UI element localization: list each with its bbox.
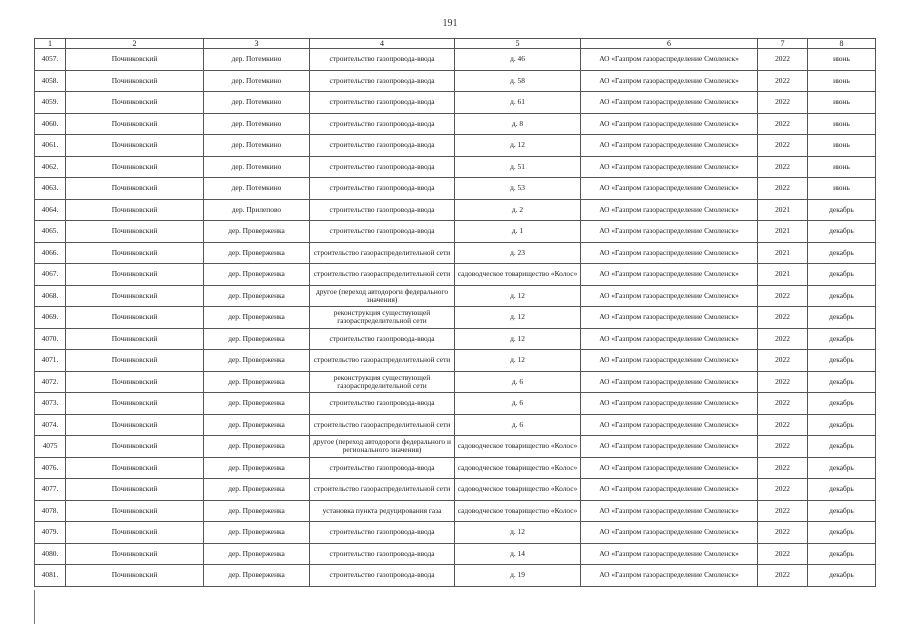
organization-cell: АО «Газпром газораспределение Смоленск» bbox=[581, 70, 758, 92]
year-cell: 2022 bbox=[758, 371, 808, 393]
month-cell: декабрь bbox=[808, 457, 876, 479]
row-number-cell: 4071. bbox=[35, 350, 66, 372]
month-cell: декабрь bbox=[808, 414, 876, 436]
table-row bbox=[35, 307, 876, 329]
district-cell: Починковский bbox=[66, 543, 204, 565]
work-type-cell: другое (переход автодороги федерального значения) bbox=[310, 285, 455, 307]
table-row bbox=[35, 221, 876, 243]
month-cell: декабрь bbox=[808, 307, 876, 329]
organization-cell: АО «Газпром газораспределение Смоленск» bbox=[581, 393, 758, 415]
settlement-cell: дер. Проверженка bbox=[204, 264, 310, 286]
work-type-cell: установка пункта редуцирования газа bbox=[310, 500, 455, 522]
table-row bbox=[35, 135, 876, 157]
year-cell: 2022 bbox=[758, 135, 808, 157]
district-cell: Починковский bbox=[66, 156, 204, 178]
column-header-4: 4 bbox=[310, 39, 455, 49]
year-cell: 2022 bbox=[758, 285, 808, 307]
district-cell: Починковский bbox=[66, 371, 204, 393]
organization-cell: АО «Газпром газораспределение Смоленск» bbox=[581, 242, 758, 264]
row-number-cell: 4061. bbox=[35, 135, 66, 157]
row-number-cell: 4067. bbox=[35, 264, 66, 286]
address-cell: садоводческое товарищество «Колос» bbox=[455, 500, 581, 522]
year-cell: 2022 bbox=[758, 350, 808, 372]
row-number-cell: 4058. bbox=[35, 70, 66, 92]
table-row bbox=[35, 92, 876, 114]
settlement-cell: дер. Потемкино bbox=[204, 178, 310, 200]
table-row bbox=[35, 156, 876, 178]
table-row bbox=[35, 49, 876, 71]
year-cell: 2022 bbox=[758, 522, 808, 544]
district-cell: Починковский bbox=[66, 436, 204, 458]
row-number-cell: 4063. bbox=[35, 178, 66, 200]
district-cell: Починковский bbox=[66, 522, 204, 544]
year-cell: 2022 bbox=[758, 49, 808, 71]
scan-edge-line bbox=[34, 590, 35, 624]
year-cell: 2021 bbox=[758, 199, 808, 221]
month-cell: декабрь bbox=[808, 350, 876, 372]
work-type-cell: строительство газораспределительной сети bbox=[310, 479, 455, 501]
month-cell: декабрь bbox=[808, 371, 876, 393]
settlement-cell: дер. Проверженка bbox=[204, 221, 310, 243]
district-cell: Починковский bbox=[66, 199, 204, 221]
table-row bbox=[35, 285, 876, 307]
settlement-cell: дер. Потемкино bbox=[204, 49, 310, 71]
row-number-cell: 4080. bbox=[35, 543, 66, 565]
district-cell: Починковский bbox=[66, 70, 204, 92]
table-row bbox=[35, 500, 876, 522]
table-row bbox=[35, 543, 876, 565]
month-cell: июнь bbox=[808, 92, 876, 114]
organization-cell: АО «Газпром газораспределение Смоленск» bbox=[581, 113, 758, 135]
row-number-cell: 4072. bbox=[35, 371, 66, 393]
year-cell: 2021 bbox=[758, 242, 808, 264]
column-header-3: 3 bbox=[204, 39, 310, 49]
table-row bbox=[35, 350, 876, 372]
district-cell: Починковский bbox=[66, 49, 204, 71]
year-cell: 2022 bbox=[758, 436, 808, 458]
row-number-cell: 4068. bbox=[35, 285, 66, 307]
column-header-1: 1 bbox=[35, 39, 66, 49]
month-cell: декабрь bbox=[808, 242, 876, 264]
address-cell: д. 6 bbox=[455, 371, 581, 393]
document-table bbox=[34, 38, 876, 587]
district-cell: Починковский bbox=[66, 178, 204, 200]
work-type-cell: другое (переход автодороги федерального и регионального значения) bbox=[310, 436, 455, 458]
work-type-cell: строительство газопровода-ввода bbox=[310, 522, 455, 544]
table-row bbox=[35, 178, 876, 200]
organization-cell: АО «Газпром газораспределение Смоленск» bbox=[581, 328, 758, 350]
work-type-cell: строительство газопровода-ввода bbox=[310, 49, 455, 71]
settlement-cell: дер. Проверженка bbox=[204, 479, 310, 501]
work-type-cell: строительство газопровода-ввода bbox=[310, 221, 455, 243]
month-cell: июнь bbox=[808, 70, 876, 92]
settlement-cell: дер. Проверженка bbox=[204, 414, 310, 436]
address-cell: д. 6 bbox=[455, 414, 581, 436]
year-cell: 2022 bbox=[758, 113, 808, 135]
address-cell: д. 12 bbox=[455, 135, 581, 157]
row-number-cell: 4075 bbox=[35, 436, 66, 458]
work-type-cell: строительство газопровода-ввода bbox=[310, 457, 455, 479]
column-header-2: 2 bbox=[66, 39, 204, 49]
district-cell: Починковский bbox=[66, 135, 204, 157]
table-body bbox=[35, 49, 876, 587]
table-row bbox=[35, 522, 876, 544]
organization-cell: АО «Газпром газораспределение Смоленск» bbox=[581, 92, 758, 114]
row-number-cell: 4079. bbox=[35, 522, 66, 544]
organization-cell: АО «Газпром газораспределение Смоленск» bbox=[581, 178, 758, 200]
work-type-cell: строительство газопровода-ввода bbox=[310, 135, 455, 157]
page-number: 191 bbox=[442, 18, 458, 29]
month-cell: декабрь bbox=[808, 221, 876, 243]
table-row bbox=[35, 242, 876, 264]
address-cell: д. 12 bbox=[455, 328, 581, 350]
month-cell: декабрь bbox=[808, 436, 876, 458]
address-cell: д. 51 bbox=[455, 156, 581, 178]
organization-cell: АО «Газпром газораспределение Смоленск» bbox=[581, 371, 758, 393]
row-number-cell: 4081. bbox=[35, 565, 66, 587]
year-cell: 2022 bbox=[758, 479, 808, 501]
address-cell: д. 58 bbox=[455, 70, 581, 92]
district-cell: Починковский bbox=[66, 285, 204, 307]
year-cell: 2022 bbox=[758, 178, 808, 200]
address-cell: д. 1 bbox=[455, 221, 581, 243]
work-type-cell: строительство газопровода-ввода bbox=[310, 92, 455, 114]
address-cell: д. 8 bbox=[455, 113, 581, 135]
column-header-8: 8 bbox=[808, 39, 876, 49]
row-number-cell: 4070. bbox=[35, 328, 66, 350]
row-number-cell: 4062. bbox=[35, 156, 66, 178]
month-cell: декабрь bbox=[808, 199, 876, 221]
settlement-cell: дер. Проверженка bbox=[204, 350, 310, 372]
table-row bbox=[35, 113, 876, 135]
column-header-7: 7 bbox=[758, 39, 808, 49]
work-type-cell: строительство газопровода-ввода bbox=[310, 113, 455, 135]
table-row bbox=[35, 457, 876, 479]
year-cell: 2022 bbox=[758, 70, 808, 92]
organization-cell: АО «Газпром газораспределение Смоленск» bbox=[581, 307, 758, 329]
row-number-cell: 4077. bbox=[35, 479, 66, 501]
settlement-cell: дер. Проверженка bbox=[204, 307, 310, 329]
row-number-cell: 4059. bbox=[35, 92, 66, 114]
settlement-cell: дер. Проверженка bbox=[204, 500, 310, 522]
organization-cell: АО «Газпром газораспределение Смоленск» bbox=[581, 264, 758, 286]
settlement-cell: дер. Проверженка bbox=[204, 285, 310, 307]
column-header-5: 5 bbox=[455, 39, 581, 49]
row-number-cell: 4060. bbox=[35, 113, 66, 135]
month-cell: декабрь bbox=[808, 285, 876, 307]
organization-cell: АО «Газпром газораспределение Смоленск» bbox=[581, 49, 758, 71]
district-cell: Починковский bbox=[66, 328, 204, 350]
table-row bbox=[35, 264, 876, 286]
table-row bbox=[35, 565, 876, 587]
address-cell: д. 46 bbox=[455, 49, 581, 71]
month-cell: декабрь bbox=[808, 565, 876, 587]
address-cell: д. 6 bbox=[455, 393, 581, 415]
settlement-cell: дер. Потемкино bbox=[204, 113, 310, 135]
month-cell: июнь bbox=[808, 156, 876, 178]
work-type-cell: строительство газопровода-ввода bbox=[310, 393, 455, 415]
settlement-cell: дер. Потемкино bbox=[204, 135, 310, 157]
address-cell: д. 2 bbox=[455, 199, 581, 221]
row-number-cell: 4078. bbox=[35, 500, 66, 522]
month-cell: декабрь bbox=[808, 522, 876, 544]
table-row bbox=[35, 328, 876, 350]
address-cell: садоводческое товарищество «Колос» bbox=[455, 436, 581, 458]
work-type-cell: строительство газопровода-ввода bbox=[310, 156, 455, 178]
month-cell: июнь bbox=[808, 135, 876, 157]
organization-cell: АО «Газпром газораспределение Смоленск» bbox=[581, 457, 758, 479]
row-number-cell: 4066. bbox=[35, 242, 66, 264]
year-cell: 2022 bbox=[758, 565, 808, 587]
table-row bbox=[35, 371, 876, 393]
work-type-cell: строительство газопровода-ввода bbox=[310, 565, 455, 587]
district-cell: Починковский bbox=[66, 242, 204, 264]
table-row bbox=[35, 414, 876, 436]
year-cell: 2022 bbox=[758, 328, 808, 350]
district-cell: Починковский bbox=[66, 92, 204, 114]
district-cell: Починковский bbox=[66, 307, 204, 329]
district-cell: Починковский bbox=[66, 457, 204, 479]
settlement-cell: дер. Проверженка bbox=[204, 543, 310, 565]
settlement-cell: дер. Проверженка bbox=[204, 565, 310, 587]
row-number-cell: 4069. bbox=[35, 307, 66, 329]
district-cell: Починковский bbox=[66, 479, 204, 501]
work-type-cell: строительство газораспределительной сети bbox=[310, 264, 455, 286]
work-type-cell: строительство газораспределительной сети bbox=[310, 350, 455, 372]
address-cell: д. 12 bbox=[455, 285, 581, 307]
row-number-cell: 4073. bbox=[35, 393, 66, 415]
address-cell: садоводческое товарищество «Колос» bbox=[455, 457, 581, 479]
settlement-cell: дер. Потемкино bbox=[204, 70, 310, 92]
month-cell: декабрь bbox=[808, 543, 876, 565]
settlement-cell: дер. Потемкино bbox=[204, 92, 310, 114]
address-cell: садоводческое товарищество «Колос» bbox=[455, 479, 581, 501]
month-cell: декабрь bbox=[808, 264, 876, 286]
organization-cell: АО «Газпром газораспределение Смоленск» bbox=[581, 350, 758, 372]
settlement-cell: дер. Проверженка bbox=[204, 457, 310, 479]
year-cell: 2021 bbox=[758, 264, 808, 286]
district-cell: Починковский bbox=[66, 565, 204, 587]
work-type-cell: строительство газопровода-ввода bbox=[310, 199, 455, 221]
district-cell: Починковский bbox=[66, 264, 204, 286]
organization-cell: АО «Газпром газораспределение Смоленск» bbox=[581, 565, 758, 587]
address-cell: д. 61 bbox=[455, 92, 581, 114]
month-cell: декабрь bbox=[808, 479, 876, 501]
month-cell: декабрь bbox=[808, 500, 876, 522]
district-cell: Починковский bbox=[66, 500, 204, 522]
table-row bbox=[35, 479, 876, 501]
table-row bbox=[35, 199, 876, 221]
address-cell: д. 14 bbox=[455, 543, 581, 565]
year-cell: 2022 bbox=[758, 92, 808, 114]
row-number-cell: 4076. bbox=[35, 457, 66, 479]
work-type-cell: строительство газораспределительной сети bbox=[310, 414, 455, 436]
year-cell: 2022 bbox=[758, 156, 808, 178]
table-row bbox=[35, 393, 876, 415]
organization-cell: АО «Газпром газораспределение Смоленск» bbox=[581, 221, 758, 243]
table-row bbox=[35, 436, 876, 458]
year-cell: 2021 bbox=[758, 221, 808, 243]
organization-cell: АО «Газпром газораспределение Смоленск» bbox=[581, 500, 758, 522]
settlement-cell: дер. Проверженка bbox=[204, 436, 310, 458]
address-cell: д. 23 bbox=[455, 242, 581, 264]
organization-cell: АО «Газпром газораспределение Смоленск» bbox=[581, 156, 758, 178]
address-cell: садоводческое товарищество «Колос» bbox=[455, 264, 581, 286]
year-cell: 2022 bbox=[758, 393, 808, 415]
settlement-cell: дер. Проверженка bbox=[204, 242, 310, 264]
district-cell: Починковский bbox=[66, 113, 204, 135]
work-type-cell: строительство газопровода-ввода bbox=[310, 328, 455, 350]
year-cell: 2022 bbox=[758, 457, 808, 479]
month-cell: декабрь bbox=[808, 328, 876, 350]
district-cell: Починковский bbox=[66, 393, 204, 415]
address-cell: д. 12 bbox=[455, 350, 581, 372]
table-row bbox=[35, 70, 876, 92]
table-header-row bbox=[35, 39, 876, 49]
settlement-cell: дер. Проверженка bbox=[204, 393, 310, 415]
year-cell: 2022 bbox=[758, 500, 808, 522]
month-cell: декабрь bbox=[808, 393, 876, 415]
organization-cell: АО «Газпром газораспределение Смоленск» bbox=[581, 199, 758, 221]
row-number-cell: 4057. bbox=[35, 49, 66, 71]
row-number-cell: 4065. bbox=[35, 221, 66, 243]
work-type-cell: строительство газораспределительной сети bbox=[310, 242, 455, 264]
work-type-cell: строительство газопровода-ввода bbox=[310, 543, 455, 565]
work-type-cell: реконструкция существующей газораспределительной сети bbox=[310, 307, 455, 329]
row-number-cell: 4074. bbox=[35, 414, 66, 436]
work-type-cell: реконструкция существующей газораспределительной сети bbox=[310, 371, 455, 393]
district-cell: Починковский bbox=[66, 414, 204, 436]
organization-cell: АО «Газпром газораспределение Смоленск» bbox=[581, 414, 758, 436]
year-cell: 2022 bbox=[758, 307, 808, 329]
organization-cell: АО «Газпром газораспределение Смоленск» bbox=[581, 285, 758, 307]
organization-cell: АО «Газпром газораспределение Смоленск» bbox=[581, 479, 758, 501]
district-cell: Починковский bbox=[66, 350, 204, 372]
settlement-cell: дер. Проверженка bbox=[204, 328, 310, 350]
year-cell: 2022 bbox=[758, 414, 808, 436]
year-cell: 2022 bbox=[758, 543, 808, 565]
district-cell: Починковский bbox=[66, 221, 204, 243]
row-number-cell: 4064. bbox=[35, 199, 66, 221]
address-cell: д. 12 bbox=[455, 307, 581, 329]
month-cell: июнь bbox=[808, 113, 876, 135]
address-cell: д. 53 bbox=[455, 178, 581, 200]
work-type-cell: строительство газопровода-ввода bbox=[310, 178, 455, 200]
settlement-cell: дер. Проверженка bbox=[204, 522, 310, 544]
address-cell: д. 12 bbox=[455, 522, 581, 544]
organization-cell: АО «Газпром газораспределение Смоленск» bbox=[581, 436, 758, 458]
settlement-cell: дер. Прилепово bbox=[204, 199, 310, 221]
work-type-cell: строительство газопровода-ввода bbox=[310, 70, 455, 92]
month-cell: июнь bbox=[808, 49, 876, 71]
organization-cell: АО «Газпром газораспределение Смоленск» bbox=[581, 522, 758, 544]
settlement-cell: дер. Проверженка bbox=[204, 371, 310, 393]
month-cell: июнь bbox=[808, 178, 876, 200]
organization-cell: АО «Газпром газораспределение Смоленск» bbox=[581, 135, 758, 157]
organization-cell: АО «Газпром газораспределение Смоленск» bbox=[581, 543, 758, 565]
settlement-cell: дер. Потемкино bbox=[204, 156, 310, 178]
address-cell: д. 19 bbox=[455, 565, 581, 587]
column-header-6: 6 bbox=[581, 39, 758, 49]
